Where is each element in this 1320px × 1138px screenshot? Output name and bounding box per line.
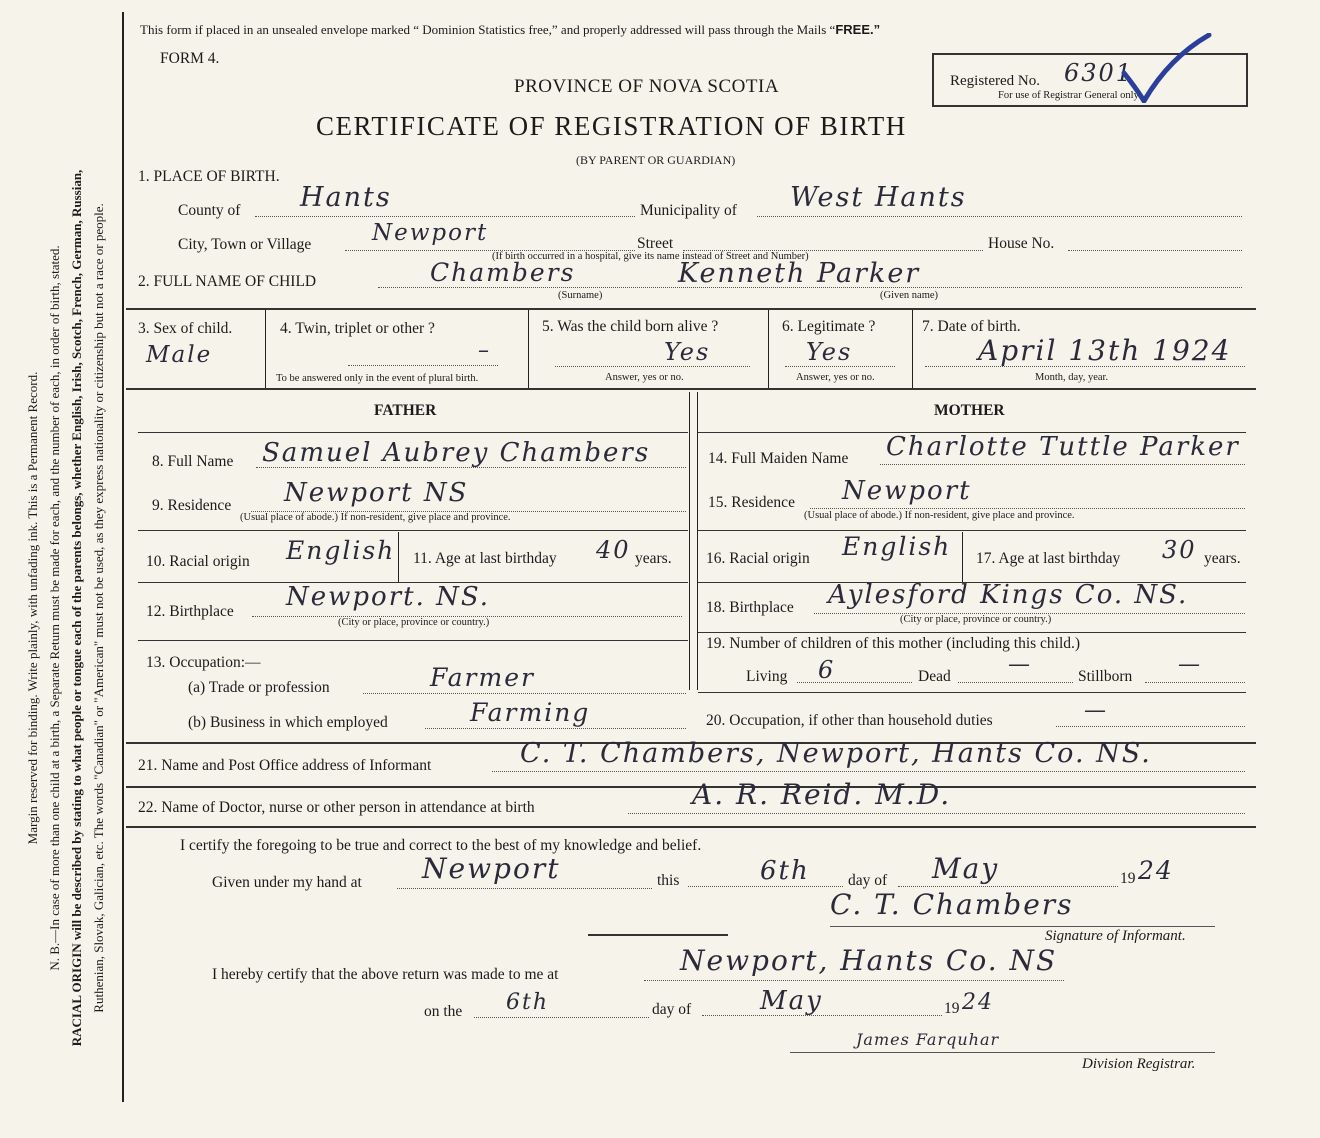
father-residence-label: 9. Residence	[152, 497, 232, 514]
doctor-value: A. R. Reid. M.D.	[692, 778, 952, 811]
father-residence-note: (Usual place of abode.) If non-resident, give place and province.	[240, 512, 511, 523]
registrar-place-value: Newport, Hants Co. NS	[680, 944, 1058, 977]
mother-age-unit: years.	[1204, 550, 1241, 567]
reg-month-value: May	[760, 986, 823, 1016]
informant-signature: C. T. Chambers	[830, 888, 1074, 921]
margin-note-4: Ruthenian, Slovak, Galician, etc. The words "Canadian" or "American" must not be used, as they express nationality or citizenship but not a race or people.	[91, 203, 106, 1013]
registered-label: Registered No.	[950, 73, 1040, 89]
dead-value: —	[1008, 652, 1032, 677]
county-value: Hants	[300, 182, 392, 213]
cert-day-of-label: day of	[848, 872, 888, 889]
form-number: FORM 4.	[160, 50, 220, 67]
father-age-label: 11. Age at last birthday	[413, 550, 557, 567]
mother-age-label: 17. Age at last birthday	[976, 550, 1121, 567]
mother-name-label: 14. Full Maiden Name	[708, 450, 849, 467]
father-occupation-label: 13. Occupation:—	[146, 654, 261, 671]
mother-heading: MOTHER	[934, 402, 1005, 419]
sex-label: 3. Sex of child.	[138, 320, 233, 337]
father-business-value: Farming	[470, 698, 591, 727]
father-trade-label: (a) Trade or profession	[188, 679, 330, 696]
house-label: House No.	[988, 235, 1055, 252]
surname-caption: (Surname)	[558, 290, 603, 301]
hospital-note: (If birth occurred in a hospital, give its name instead of Street and Number)	[492, 251, 809, 262]
registered-number-box	[932, 53, 1248, 107]
given-under-label: Given under my hand at	[212, 874, 362, 891]
place-of-birth-label: 1. PLACE OF BIRTH.	[138, 168, 280, 185]
municipality-value: West Hants	[790, 182, 967, 213]
cert-year-prefix: 19	[1120, 870, 1136, 887]
cert-year-suffix: 24	[1138, 856, 1174, 885]
sex-value: Male	[146, 342, 213, 368]
province-heading: PROVINCE OF NOVA SCOTIA	[514, 76, 780, 97]
margin-note-1: Margin reserved for binding. Write plainly, with unfading ink. This is a Permanent Record.	[25, 371, 40, 845]
father-name-label: 8. Full Name	[152, 453, 234, 470]
mother-birthplace-value: Aylesford Kings Co. NS.	[828, 580, 1189, 610]
registered-note: For use of Registrar General only.	[998, 90, 1141, 101]
registrar-signature: James Farquhar	[856, 1030, 1000, 1049]
dob-note: Month, day, year.	[1035, 372, 1109, 383]
father-age-unit: years.	[635, 550, 672, 567]
city-value: Newport	[372, 220, 489, 246]
living-value: 6	[818, 656, 836, 684]
certification-statement: I certify the foregoing to be true and correct to the best of my knowledge and belief.	[180, 837, 702, 854]
reg-year-suffix: 24	[962, 990, 994, 1015]
mother-racial-label: 16. Racial origin	[706, 550, 810, 567]
mother-occupation-value: —	[1084, 698, 1108, 723]
twin-label: 4. Twin, triplet or other ?	[280, 320, 435, 337]
reg-day-value: 6th	[506, 990, 550, 1015]
checkmark-icon	[1114, 33, 1214, 103]
mother-birthplace-label: 18. Birthplace	[706, 599, 794, 616]
child-given-name: Kenneth Parker	[678, 258, 921, 289]
cert-day-value: 6th	[760, 856, 810, 886]
reg-day-of-label: day of	[652, 1001, 692, 1018]
twin-note: To be answered only in the event of plural birth.	[276, 373, 479, 384]
binding-margin-line	[122, 12, 124, 1102]
informant-label: 21. Name and Post Office address of Informant	[138, 757, 432, 774]
dob-label: 7. Date of birth.	[922, 318, 1021, 335]
street-label: Street	[637, 235, 674, 252]
postal-notice: This form if placed in an unsealed envelope marked “ Dominion Statistics free,” and properly addressed will pass through the Mails “FREE.”	[140, 22, 881, 37]
registered-value: 6301	[1064, 59, 1134, 87]
registrar-statement: I hereby certify that the above return was made to me at	[212, 966, 559, 983]
this-label: this	[657, 872, 680, 889]
father-racial-value: English	[286, 536, 396, 565]
father-birthplace-note: (City or place, province or country.)	[338, 617, 490, 628]
mother-birthplace-note: (City or place, province or country.)	[900, 614, 1052, 625]
margin-note-2: N. B.—In case of more than one child at a birth, a Separate Return must be made for each, and the number of each, in order of birth, stated.	[47, 245, 62, 971]
father-residence-value: Newport NS	[284, 478, 469, 508]
stillborn-value: —	[1178, 652, 1202, 677]
margin-notes	[22, 78, 162, 1138]
legitimate-value: Yes	[806, 338, 853, 366]
division-registrar-caption: Division Registrar.	[1082, 1056, 1196, 1072]
mother-residence-value: Newport	[842, 476, 972, 506]
mother-name-value: Charlotte Tuttle Parker	[886, 432, 1240, 462]
informant-value: C. T. Chambers, Newport, Hants Co. NS.	[520, 738, 1152, 769]
father-heading: FATHER	[374, 402, 437, 419]
dead-label: Dead	[918, 668, 951, 685]
child-surname: Chambers	[430, 258, 576, 287]
child-name-label: 2. FULL NAME OF CHILD	[138, 273, 317, 290]
mother-children-label: 19. Number of children of this mother (including this child.)	[706, 635, 1081, 652]
alive-label: 5. Was the child born alive ?	[542, 318, 719, 335]
father-racial-label: 10. Racial origin	[146, 553, 250, 570]
father-business-label: (b) Business in which employed	[188, 714, 388, 731]
given-place-value: Newport	[422, 852, 561, 885]
mother-racial-value: English	[842, 532, 952, 561]
mother-residence-label: 15. Residence	[708, 494, 795, 511]
father-birthplace-value: Newport. NS.	[286, 582, 490, 612]
living-label: Living	[746, 668, 788, 685]
twin-value: –	[478, 338, 491, 363]
father-trade-value: Farmer	[430, 663, 535, 692]
municipality-label: Municipality of	[640, 202, 737, 219]
father-birthplace-label: 12. Birthplace	[146, 603, 234, 620]
cert-month-value: May	[932, 852, 1000, 885]
alive-value: Yes	[664, 338, 711, 366]
certificate-subtitle: (BY PARENT OR GUARDIAN)	[576, 153, 736, 167]
signature-caption: Signature of Informant.	[1045, 928, 1186, 944]
on-the-label: on the	[424, 1003, 463, 1020]
doctor-label: 22. Name of Doctor, nurse or other person in attendance at birth	[138, 799, 535, 816]
postal-free: FREE.”	[835, 22, 881, 37]
alive-note: Answer, yes or no.	[605, 372, 684, 383]
dob-value: April 13th 1924	[978, 334, 1232, 367]
legitimate-note: Answer, yes or no.	[796, 372, 875, 383]
stillborn-label: Stillborn	[1078, 668, 1133, 685]
father-age-value: 40	[596, 536, 631, 564]
margin-note-3: RACIAL ORIGIN will be described by stating to what people or tongue each of the parents belongs, whether English, Irish, Scotch, French, German, Russian,	[69, 169, 84, 1047]
city-label: City, Town or Village	[178, 236, 312, 253]
reg-year-prefix: 19	[944, 1000, 960, 1017]
certificate-title: CERTIFICATE OF REGISTRATION OF BIRTH	[316, 111, 907, 141]
mother-occupation-label: 20. Occupation, if other than household duties	[706, 712, 993, 729]
mother-age-value: 30	[1162, 536, 1197, 564]
father-name-value: Samuel Aubrey Chambers	[262, 438, 651, 468]
legitimate-label: 6. Legitimate ?	[782, 318, 876, 335]
county-label: County of	[178, 202, 241, 219]
mother-residence-note: (Usual place of abode.) If non-resident, give place and province.	[804, 510, 1075, 521]
given-name-caption: (Given name)	[880, 290, 939, 301]
